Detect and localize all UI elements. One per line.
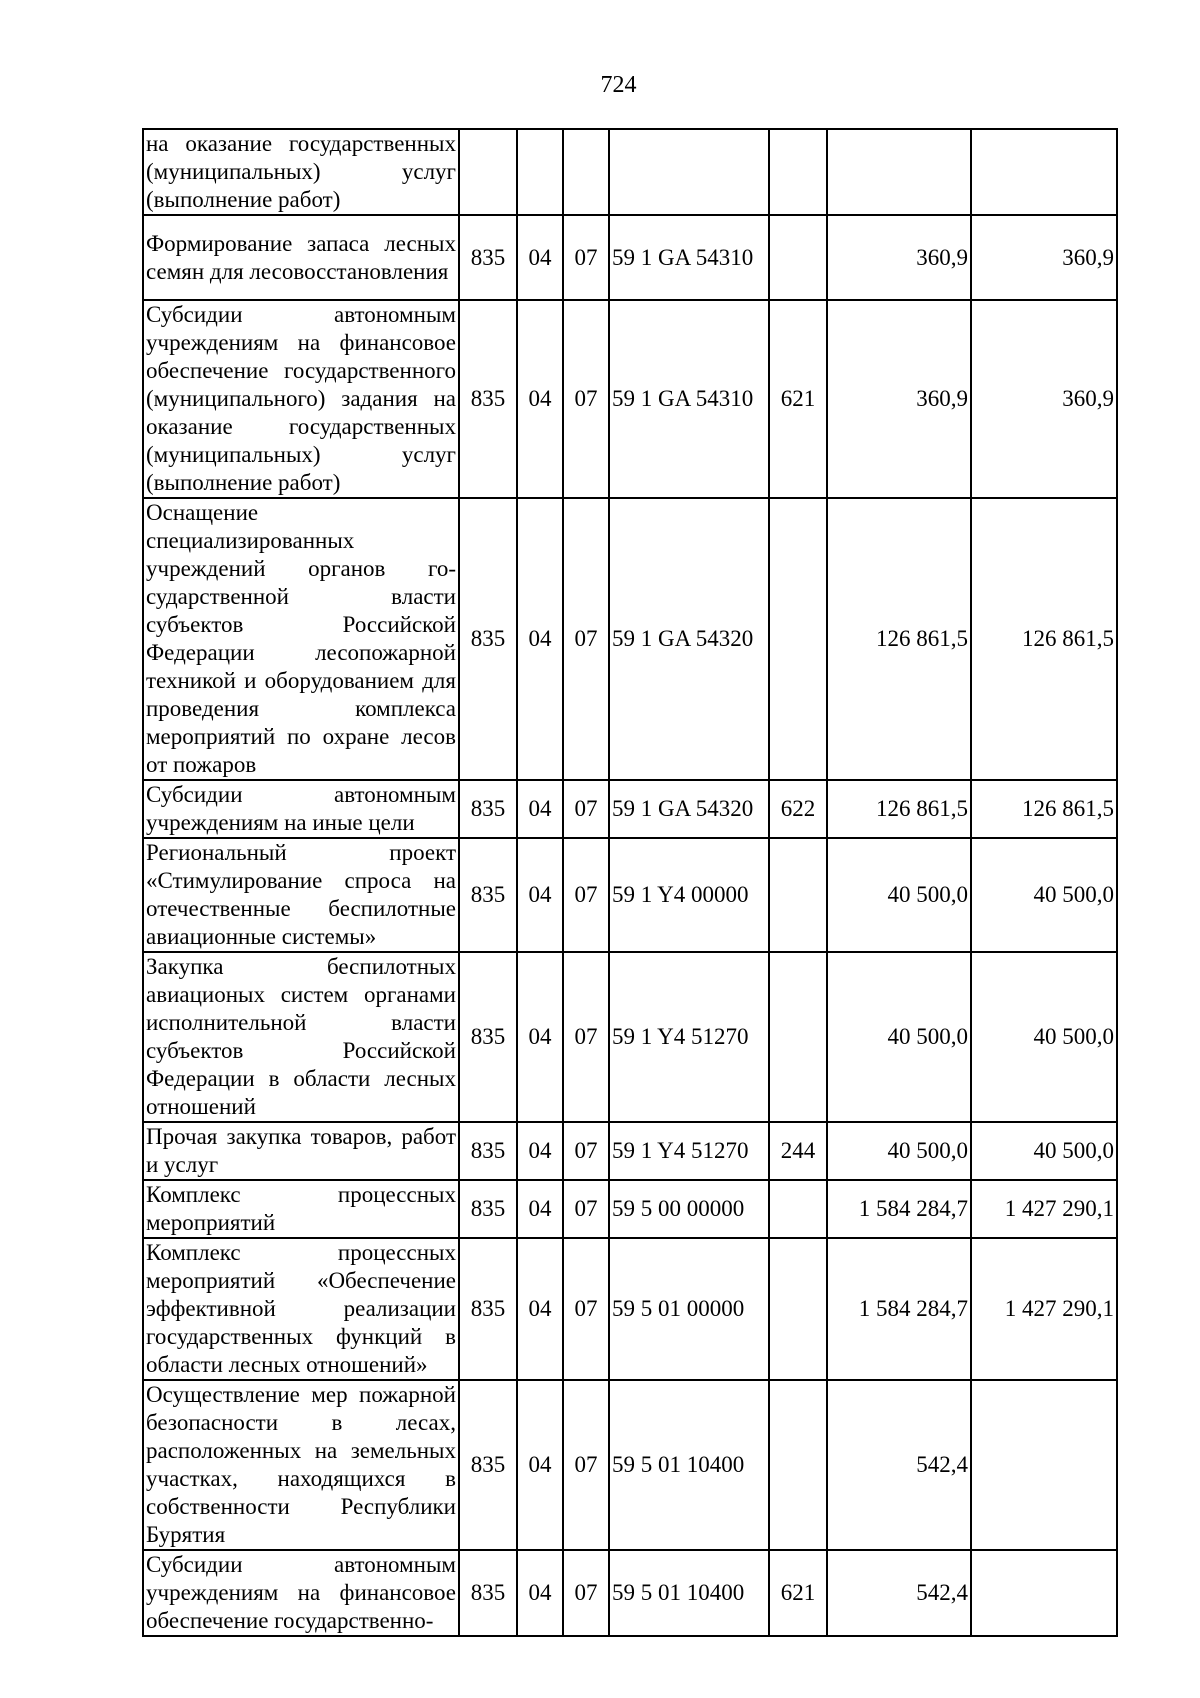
table-row: [143, 215, 1117, 300]
budget-table: [142, 128, 1118, 1637]
section-code: 04: [517, 215, 563, 300]
row-description: Региональный проект «Стимулирование спроса на отечественные беспилотные авиационные системы»: [143, 838, 459, 952]
expense-type-code: 244: [769, 1122, 827, 1180]
subsection-code: 07: [563, 780, 609, 838]
grbs-code: 835: [459, 780, 517, 838]
target-article-code: [609, 129, 769, 215]
subsection-code: 07: [563, 1122, 609, 1180]
table-row: [143, 780, 1117, 838]
grbs-code: 835: [459, 1122, 517, 1180]
expense-type-code: [769, 498, 827, 780]
expense-type-code: [769, 215, 827, 300]
amount-year-2: 126 861,5: [971, 780, 1117, 838]
target-article-code: 59 1 GA 54310: [609, 300, 769, 498]
amount-year-1: 126 861,5: [827, 780, 971, 838]
grbs-code: 835: [459, 952, 517, 1122]
amount-year-1: 1 584 284,7: [827, 1238, 971, 1380]
row-description: Комплекс процессных мероприятий «Обеспечение эффективной реализации государственных функций в области лесных отношений»: [143, 1238, 459, 1380]
target-article-code: 59 1 GA 54320: [609, 780, 769, 838]
subsection-code: 07: [563, 1380, 609, 1550]
amount-year-1: 542,4: [827, 1550, 971, 1636]
amount-year-2: 1 427 290,1: [971, 1238, 1117, 1380]
amount-year-2: 1 427 290,1: [971, 1180, 1117, 1238]
amount-year-2: 360,9: [971, 215, 1117, 300]
subsection-code: 07: [563, 1238, 609, 1380]
amount-year-2: 40 500,0: [971, 1122, 1117, 1180]
subsection-code: 07: [563, 498, 609, 780]
row-description: Комплекс процессных мероприятий: [143, 1180, 459, 1238]
amount-year-2: [971, 1380, 1117, 1550]
subsection-code: 07: [563, 1550, 609, 1636]
section-code: 04: [517, 952, 563, 1122]
subsection-code: 07: [563, 300, 609, 498]
expense-type-code: 621: [769, 1550, 827, 1636]
section-code: 04: [517, 300, 563, 498]
target-article-code: 59 1 Y4 51270: [609, 952, 769, 1122]
amount-year-1: 40 500,0: [827, 838, 971, 952]
grbs-code: 835: [459, 498, 517, 780]
expense-type-code: [769, 1238, 827, 1380]
subsection-code: 07: [563, 1180, 609, 1238]
target-article-code: 59 5 00 00000: [609, 1180, 769, 1238]
expense-type-code: [769, 952, 827, 1122]
table-row: [143, 1180, 1117, 1238]
grbs-code: 835: [459, 1550, 517, 1636]
target-article-code: 59 5 01 10400: [609, 1380, 769, 1550]
section-code: 04: [517, 838, 563, 952]
amount-year-1: 1 584 284,7: [827, 1180, 971, 1238]
target-article-code: 59 5 01 10400: [609, 1550, 769, 1636]
amount-year-2: 40 500,0: [971, 838, 1117, 952]
row-description: Осуществление мер пожарной безопасности в лесах, расположенных на земельных участках, находящихся в собственности Республики Бурятия: [143, 1380, 459, 1550]
target-article-code: 59 1 GA 54310: [609, 215, 769, 300]
amount-year-2: 40 500,0: [971, 952, 1117, 1122]
table-body: [143, 129, 1117, 1636]
row-description: Оснащение специализированных учреждений органов го-сударственной власти субъектов Российской Федерации лесопожарной техникой и оборудованием для проведения комплекса мероприятий по охране лесов от пожаров: [143, 498, 459, 780]
amount-year-1: 542,4: [827, 1380, 971, 1550]
subsection-code: [563, 129, 609, 215]
table-row: [143, 952, 1117, 1122]
amount-year-2: [971, 129, 1117, 215]
row-description: Закупка беспилотных авиационых систем органами исполнительной власти субъектов Российской Федерации в области лесных отношений: [143, 952, 459, 1122]
grbs-code: 835: [459, 1180, 517, 1238]
grbs-code: 835: [459, 838, 517, 952]
table-row: [143, 498, 1117, 780]
row-description: на оказание государственных (муниципальных) услуг (выполнение работ): [143, 129, 459, 215]
row-description: Формирование запаса лесных семян для лесовосстановления: [143, 215, 459, 300]
row-description: Субсидии автономным учреждениям на финансовое обеспечение государственного (муниципального) задания на оказание государственных (муниципальных) услуг (выполнение работ): [143, 300, 459, 498]
expense-type-code: 621: [769, 300, 827, 498]
expense-type-code: [769, 129, 827, 215]
target-article-code: 59 1 Y4 00000: [609, 838, 769, 952]
page-number: 724: [600, 72, 637, 98]
expense-type-code: [769, 1380, 827, 1550]
section-code: 04: [517, 1380, 563, 1550]
expense-type-code: [769, 838, 827, 952]
target-article-code: 59 1 Y4 51270: [609, 1122, 769, 1180]
expense-type-code: 622: [769, 780, 827, 838]
amount-year-1: 360,9: [827, 300, 971, 498]
table-row: [143, 1380, 1117, 1550]
section-code: [517, 129, 563, 215]
amount-year-1: 40 500,0: [827, 1122, 971, 1180]
amount-year-1: 126 861,5: [827, 498, 971, 780]
grbs-code: 835: [459, 1380, 517, 1550]
subsection-code: 07: [563, 215, 609, 300]
table-row: [143, 300, 1117, 498]
amount-year-1: 360,9: [827, 215, 971, 300]
amount-year-1: [827, 129, 971, 215]
section-code: 04: [517, 1180, 563, 1238]
amount-year-1: 40 500,0: [827, 952, 971, 1122]
section-code: 04: [517, 1238, 563, 1380]
row-description: Прочая закупка товаров, работ и услуг: [143, 1122, 459, 1180]
section-code: 04: [517, 1550, 563, 1636]
amount-year-2: [971, 1550, 1117, 1636]
table-row: [143, 1122, 1117, 1180]
grbs-code: 835: [459, 1238, 517, 1380]
table-row: [143, 129, 1117, 215]
target-article-code: 59 1 GA 54320: [609, 498, 769, 780]
section-code: 04: [517, 780, 563, 838]
subsection-code: 07: [563, 952, 609, 1122]
row-description: Субсидии автономным учреждениям на иные цели: [143, 780, 459, 838]
grbs-code: [459, 129, 517, 215]
table-row: [143, 1550, 1117, 1636]
row-description: Субсидии автономным учреждениям на финансовое обеспечение государственно-: [143, 1550, 459, 1636]
grbs-code: 835: [459, 215, 517, 300]
target-article-code: 59 5 01 00000: [609, 1238, 769, 1380]
section-code: 04: [517, 498, 563, 780]
amount-year-2: 126 861,5: [971, 498, 1117, 780]
amount-year-2: 360,9: [971, 300, 1117, 498]
table-row: [143, 1238, 1117, 1380]
section-code: 04: [517, 1122, 563, 1180]
table-row: [143, 838, 1117, 952]
subsection-code: 07: [563, 838, 609, 952]
grbs-code: 835: [459, 300, 517, 498]
expense-type-code: [769, 1180, 827, 1238]
